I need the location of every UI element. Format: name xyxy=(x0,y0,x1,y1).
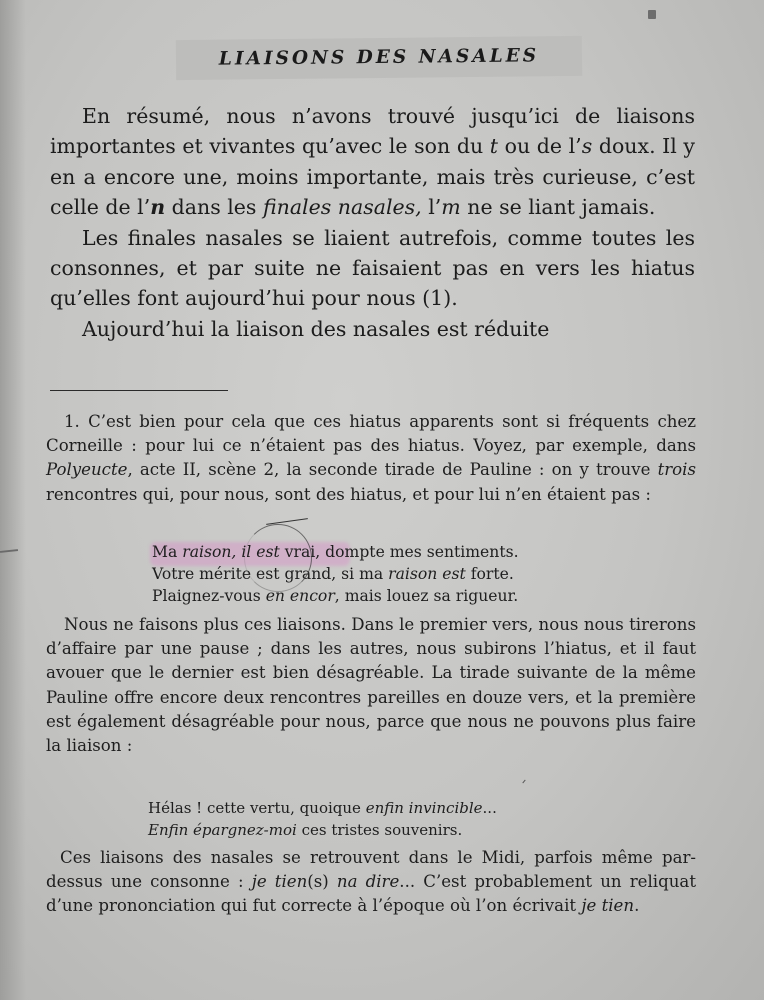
italic-words: raison, il est xyxy=(182,543,280,561)
pencil-circle xyxy=(244,524,312,592)
text-run: ne se liant jamais. xyxy=(460,195,656,220)
italic-letter: s xyxy=(581,134,593,159)
text-run: Votre mérite est grand, si ma xyxy=(152,565,389,583)
text-run: ... C’est probablement un reliquat d’une prononciation qui fut correcte à l’époque où l’on écrivait xyxy=(46,872,696,916)
verse-line xyxy=(152,563,622,585)
text-run: forte. xyxy=(465,565,514,583)
text-run: Plaignez-vous xyxy=(152,587,266,605)
paragraph-1 xyxy=(50,101,695,223)
italic-words: Enfin épargnez-moi xyxy=(148,821,297,839)
text-run: Ces liaisons des nasales se retrouvent dans le Midi, parfois même par-dessus une consonne : xyxy=(46,848,696,892)
text-run: ... xyxy=(482,799,497,817)
page-gutter-shadow xyxy=(0,0,26,1000)
text-run: En résumé, nous n’avons trouvé jusqu’ici de liaisons importantes et vivantes qu’avec le son du xyxy=(50,104,695,159)
text-run: , mais louez sa rigueur. xyxy=(334,587,519,605)
verse-line xyxy=(152,585,622,607)
running-head xyxy=(176,36,582,80)
text-run: Ma xyxy=(152,543,183,561)
text-run: , acte II, scène 2, la seconde tirade de Pauline : on y trouve xyxy=(127,460,658,480)
text-run: ces tristes souvenirs. xyxy=(296,821,463,839)
pencil-tick xyxy=(522,780,525,784)
italic-letter: m xyxy=(441,195,461,220)
verse-quote-1 xyxy=(152,541,622,607)
text-run: . xyxy=(634,896,640,916)
footnote-continuation xyxy=(46,613,696,758)
text-run: ou de l’ xyxy=(498,134,582,159)
italic-words: na dire xyxy=(336,872,400,892)
italic-letter: t xyxy=(489,134,499,159)
text-run: doux. Il y en a encore une, moins importante, mais très curieuse, c’est celle de l’ xyxy=(50,134,696,220)
footnote-paragraph xyxy=(46,846,696,919)
text-run: vrai, dompte mes sentiments. xyxy=(279,543,519,561)
text-run: (s) xyxy=(307,872,337,892)
italic-words: je tien xyxy=(581,896,635,916)
verse-line xyxy=(148,819,618,841)
italic-words: je tien xyxy=(251,872,308,892)
text-run: Hélas ! cette vertu, quoique xyxy=(148,799,366,817)
text-run: dans les xyxy=(165,195,263,220)
footnote-paragraph xyxy=(46,410,696,507)
footnote-1 xyxy=(46,410,696,507)
page-title: LIAISONS DES NASALES xyxy=(218,45,540,70)
italic-title: Polyeucte xyxy=(46,460,128,480)
italic-word: trois xyxy=(657,460,696,480)
corner-mark xyxy=(648,10,656,19)
verse-quote-2 xyxy=(148,797,618,841)
pencil-strike xyxy=(266,518,308,525)
verse-line xyxy=(152,541,622,563)
text-run: l’ xyxy=(421,195,442,220)
verse-line xyxy=(148,797,618,819)
paragraph-3: Aujourd’hui la liaison des nasales est réduite xyxy=(82,316,550,341)
text-run: rencontres qui, pour nous, sont des hiatus, et pour lui n’en étaient pas : xyxy=(46,484,652,504)
italic-letter: n xyxy=(150,195,166,220)
italic-words: raison est xyxy=(388,565,466,583)
italic-term: finales nasales, xyxy=(262,195,422,220)
paragraph-2: Les finales nasales se liaient autrefois, comme toutes les consonnes, et par suite ne faisaient pas en vers les hiatus qu’elles font aujourd’hui pour nous (1). xyxy=(50,225,695,311)
italic-words: en encor xyxy=(265,587,335,605)
italic-words: enfin invincible xyxy=(365,799,483,817)
footnote-rule xyxy=(50,390,228,391)
text-run: 1. C’est bien pour cela que ces hiatus apparents sont si fréquents chez Corneille : pour lui ce n’étaient pas des hiatus. Voyez, par exemple, dans xyxy=(46,412,696,456)
footnote-paragraph: Nous ne faisons plus ces liaisons. Dans le premier vers, nous nous tirerons d’affaire par une pause ; dans les autres, nous subirons l’hiatus, et il faut avouer que le dernier est bien désagréable. La tirade suivante de la même Pauline offre encore deux rencontres pareilles en douze vers, et la première est également désagréable pour nous, parce que nous ne pouvons plus faire la liaison : xyxy=(46,615,696,756)
main-text xyxy=(50,101,695,344)
footnote-final xyxy=(46,846,696,919)
